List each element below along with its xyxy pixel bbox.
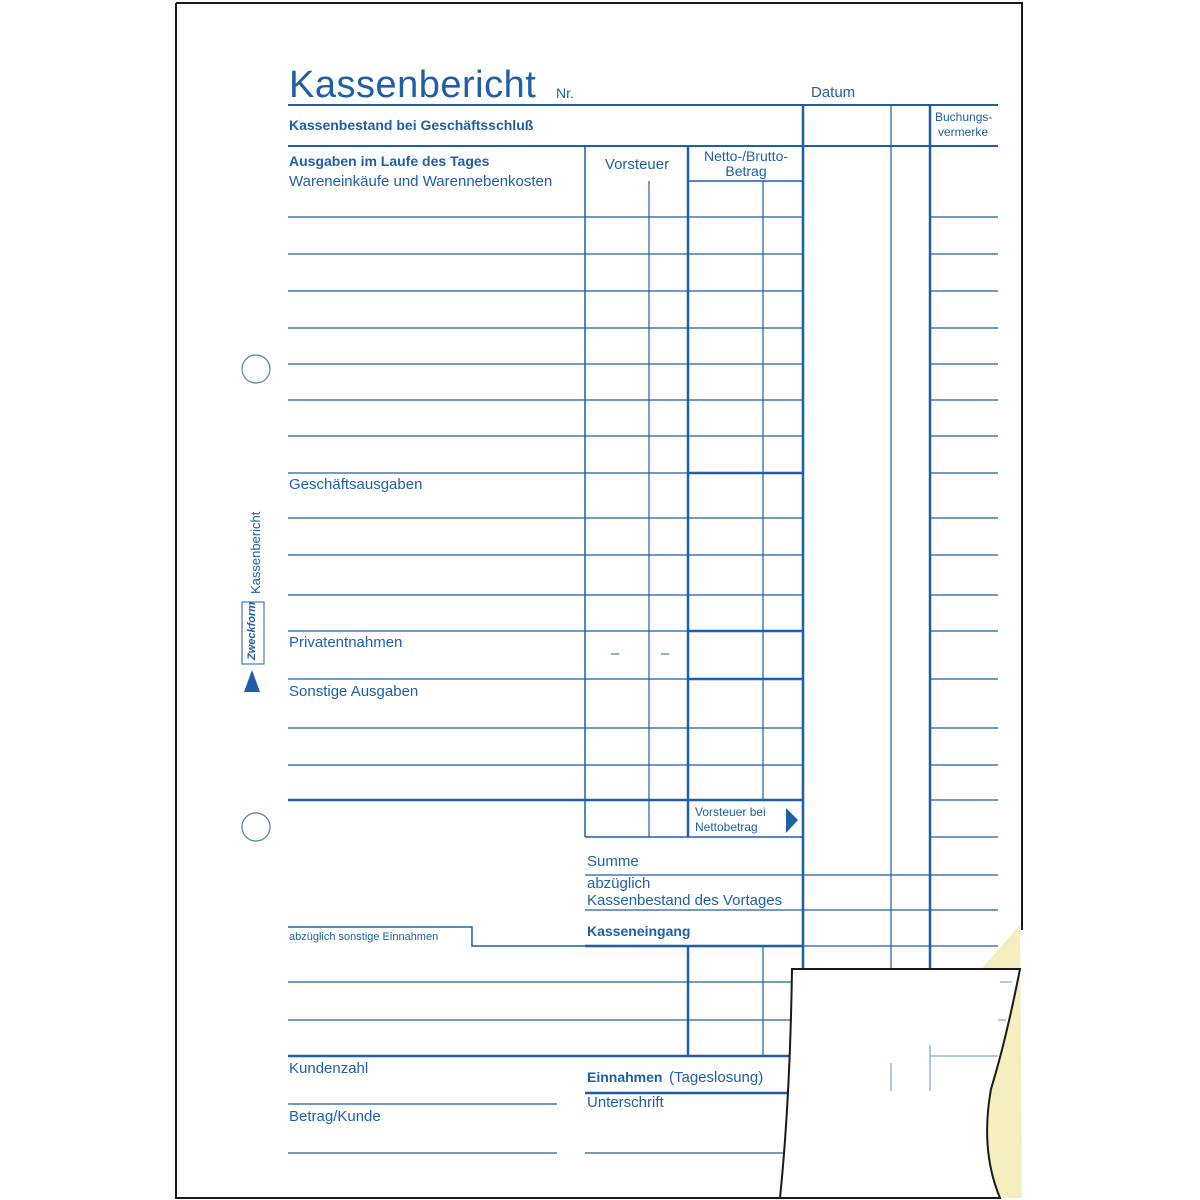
privatentnahmen-label: Privatentnahmen xyxy=(289,634,403,651)
kassenbestand-vortag-label: Kassenbestand des Vortages xyxy=(587,892,783,909)
betrag-header: Betrag xyxy=(725,163,767,179)
punch-hole-icon xyxy=(242,813,270,841)
betrag-kunde-label: Betrag/Kunde xyxy=(289,1108,381,1125)
privat-dash-2: – xyxy=(661,645,670,662)
datum-label: Datum xyxy=(811,84,856,101)
arrow-right-icon xyxy=(786,808,798,833)
kasseneingang-label: Kasseneingang xyxy=(587,923,691,939)
vorsteuer-header: Vorsteuer xyxy=(604,156,670,173)
side-title-label: Kassenbericht xyxy=(248,511,263,594)
nettobetrag-label: Nettobetrag xyxy=(695,820,758,834)
buchungs-label: Buchungs- xyxy=(935,110,993,124)
ausgaben-label: Ausgaben im Laufe des Tages xyxy=(289,153,490,169)
nr-label: Nr. xyxy=(556,85,574,101)
form-title: Kassenbericht xyxy=(289,64,537,106)
summe-label: Summe xyxy=(587,853,639,870)
tageslosung-label: (Tageslosung) xyxy=(669,1069,764,1086)
avery-logo-icon xyxy=(244,670,260,692)
folded-corner xyxy=(780,969,1020,1198)
geschaeftsausgaben-label: Geschäftsausgaben xyxy=(289,476,423,493)
abzueglich-label: abzüglich xyxy=(587,875,651,892)
vorsteuer-bei-label: Vorsteuer bei xyxy=(695,805,766,819)
kassenbestand-label: Kassenbestand bei Geschäftsschluß xyxy=(289,117,534,133)
sonstige-einnahmen-label: abzüglich sonstige Einnahmen xyxy=(289,931,439,943)
punch-hole-icon xyxy=(242,355,270,383)
kundenzahl-label: Kundenzahl xyxy=(289,1060,369,1077)
netto-header: Netto-/Brutto- xyxy=(703,148,789,164)
sonstige-ausgaben-label: Sonstige Ausgaben xyxy=(289,683,419,700)
einnahmen-label: Einnahmen xyxy=(587,1069,663,1085)
privat-dash-1: – xyxy=(611,645,620,662)
wareneinkaeufe-label: Wareneinkäufe und Warennebenkosten xyxy=(289,173,553,190)
unterschrift-label: Unterschrift xyxy=(587,1094,664,1111)
brand-label: Zweckform xyxy=(246,601,258,660)
vermerke-label: vermerke xyxy=(938,125,989,139)
